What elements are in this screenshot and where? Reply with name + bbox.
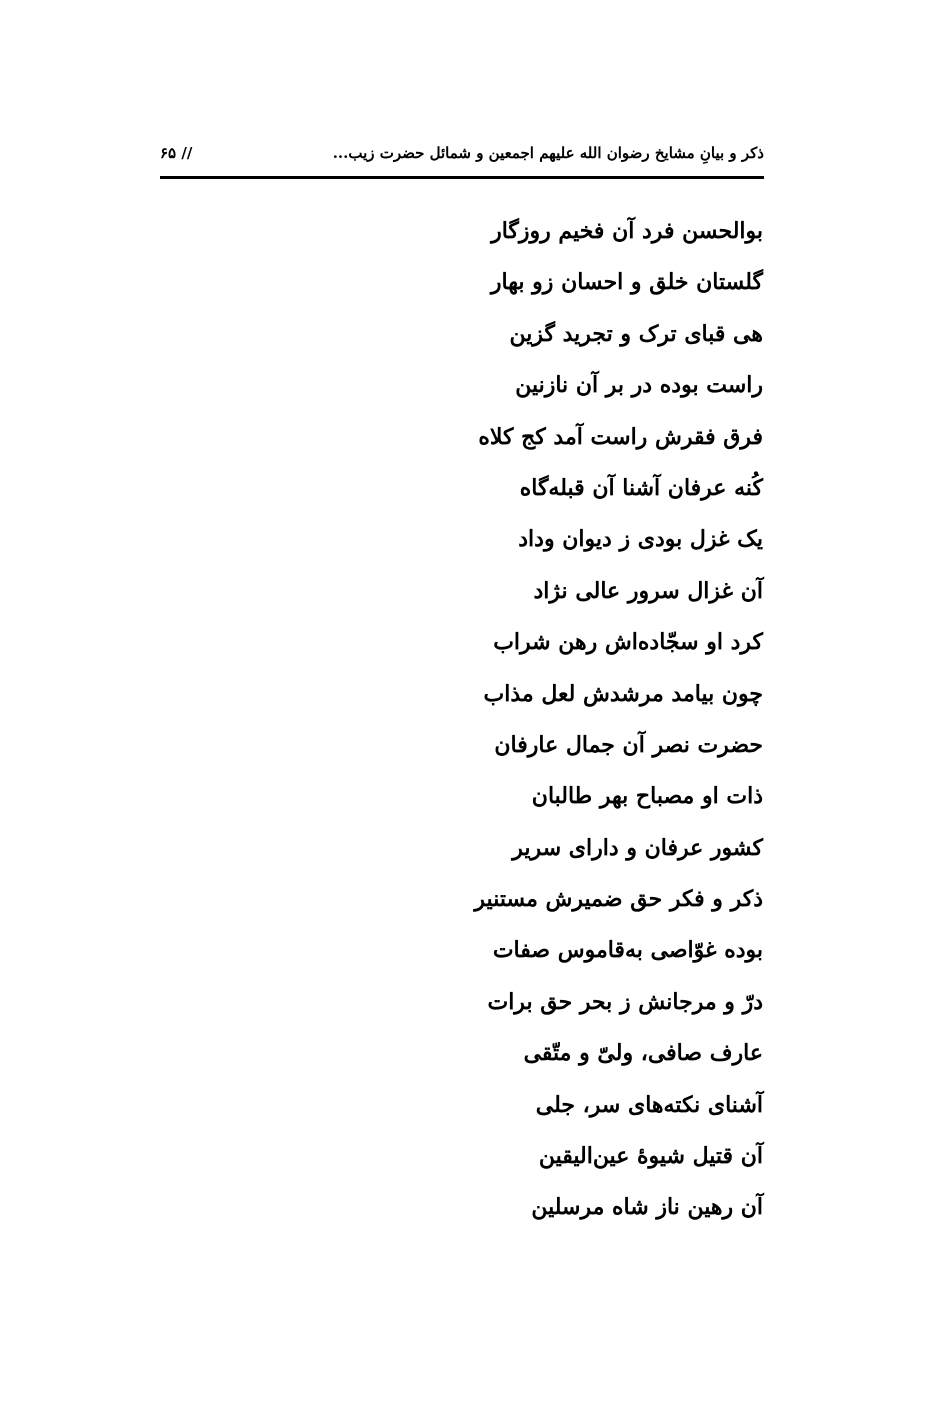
verse-line: چون بیامد مرشدش لعل مذاب <box>483 680 763 707</box>
verse-line: گلستان خلق و احسان زو بهار <box>490 269 763 296</box>
verse-line: ذکر و فکر حق ضمیرش مستنیر <box>474 886 763 913</box>
page-header <box>160 140 764 179</box>
running-title: ذکر و بیانِ مشایخ رضوان الله علیهم اجمعین و شمائل حضرت زیب... <box>332 144 764 162</box>
verse-line: کرد او سجّاده‌اش رهن شراب <box>493 629 763 656</box>
verse-line: هی قبای ترک و تجرید گزین <box>509 320 763 347</box>
verse-line: کُنه عرفان آشنا آن قبله‌گاه <box>519 474 763 501</box>
verse-line: آشنای نکته‌های سر، جلی <box>535 1091 763 1118</box>
verse-line: ذات او مصباح بهر طالبان <box>531 783 763 810</box>
verse-line: بوالحسن فرد آن فخیم روزگار <box>491 218 763 244</box>
verse-line: آن قتیل شیوهٔ عین‌الیقین <box>538 1143 763 1170</box>
page-number: // ۶۵ <box>160 144 193 162</box>
verse-line: فرق فقرش راست آمد کج کلاه <box>478 423 763 450</box>
verse-line: راست بوده در بر آن نازنین <box>515 372 763 399</box>
verse-line: آن رهین ناز شاه مرسلین <box>531 1194 763 1221</box>
poem-verses <box>343 206 763 1234</box>
verse-line: عارف صافی، ولیّ و متّقی <box>523 1040 763 1067</box>
verse-line: یک غزل بودی ز دیوان وداد <box>518 526 763 553</box>
verse-line: حضرت نصر آن جمال عارفان <box>494 731 763 758</box>
verse-line: درّ و مرجانش ز بحر حق برات <box>487 988 763 1015</box>
verse-line: آن غزال سرور عالی نژاد <box>533 577 763 604</box>
verse-line: بوده غوّاصی به‌قاموس صفات <box>492 937 763 964</box>
verse-line: کشور عرفان و دارای سریر <box>512 834 763 861</box>
